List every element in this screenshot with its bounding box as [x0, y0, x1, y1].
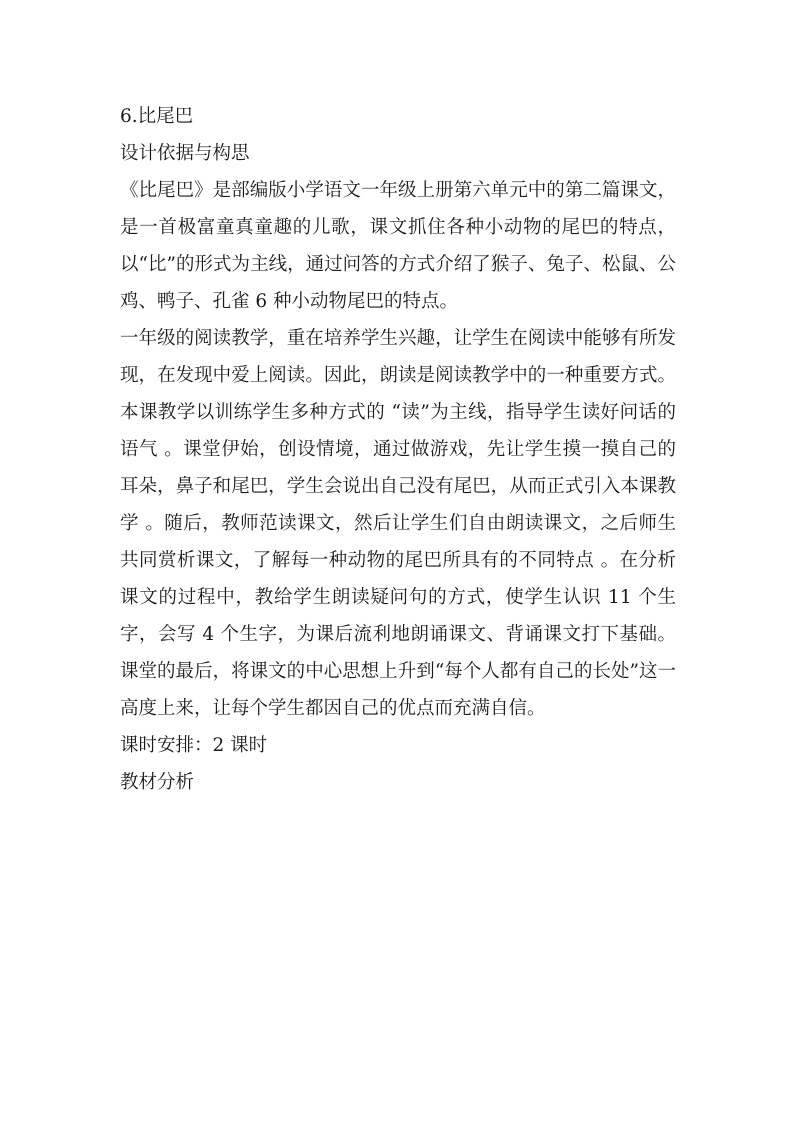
paragraph-text-intro: 《比尾巴》是部编版小学语文一年级上册第六单元中的第二篇课文，是一首极富童真童趣的儿歌，课文抓住各种小动物的尾巴的特点，以“比”的形式为主线，通过问答的方式介绍了猴子、兔子、松鼠、公鸡、鸭子、孔雀 6 种小动物尾巴的特点。 [120, 180, 676, 312]
paragraph-text-method: 一年级的阅读教学，重在培养学生兴趣，让学生在阅读中能够有所发现，在发现中爱上阅读。因此，朗读是阅读教学中的一种重要方式。本课教学以训练学生多种方式的 “读”为主线，指导学生读好问话的语气 。课堂伊始，创设情境，通过做游戏，先让学生摸一摸自己的耳朵，鼻子和尾巴，学生会说出自己没有尾巴，从而正式引入本课教学 。随后，教师范读课文，然后让学生们自由朗读课文，之后师生共同赏析课文，了解每一种动物的尾巴所具有的不同特点 。在分析课文的过程中，教给学生朗读疑问句的方式，使学生认识 11 个生字，会写 4 个生字，为课后流利地朗诵课文、背诵课文打下基础。课堂的最后，将课文的中心思想上升到“每个人都有自己的长处”这一高度上来，让每个学生都因自己的优点而充满自信。 [120, 328, 676, 719]
schedule-line: 课时安排：2 课时 [120, 735, 268, 756]
section-heading-material: 教材分析 [120, 772, 195, 793]
lesson-title: 6.比尾巴 [120, 106, 194, 127]
document-page [120, 98, 676, 801]
section-heading-design: 设计依据与构思 [120, 143, 250, 164]
